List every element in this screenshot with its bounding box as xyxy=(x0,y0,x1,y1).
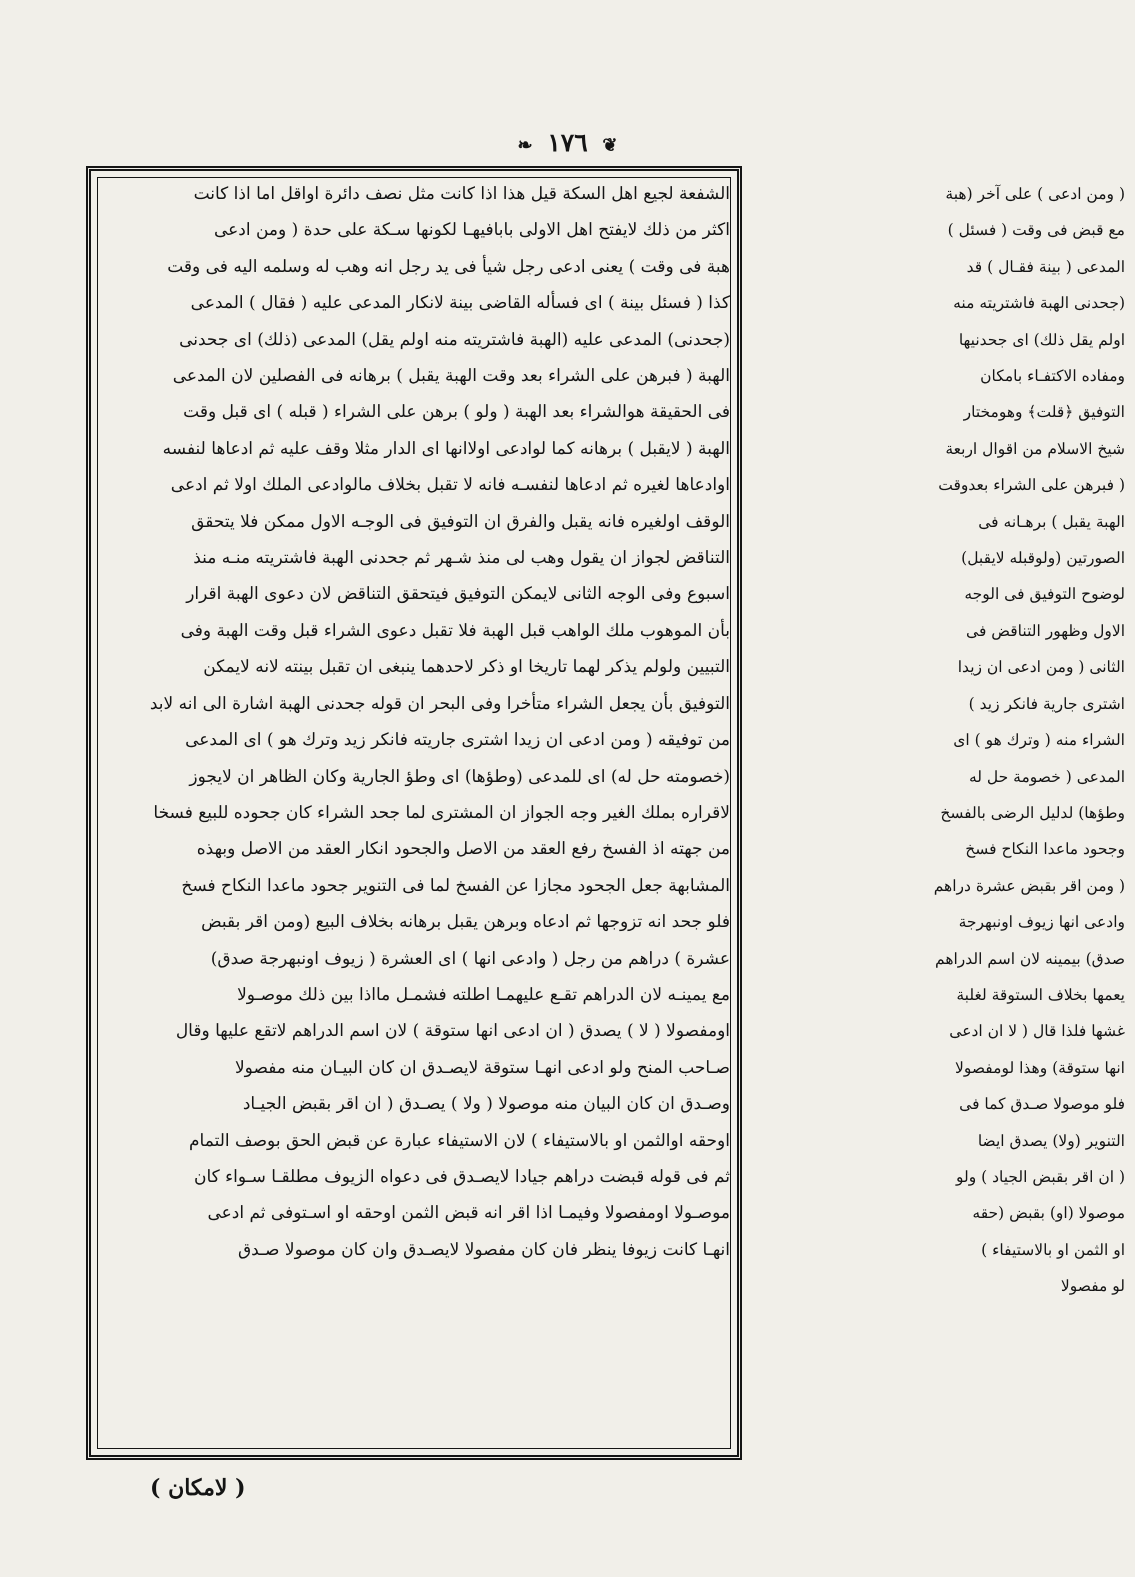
main-text-line: وصـدق ان كان البيان منه موصولا ( ولا ) يصـدق ( ان اقر بقبض الجيـاد xyxy=(242,1094,730,1115)
main-text-line: الهبة ( لايقبل ) برهانه كما لوادعى اولاانها اى الدار مثلا وقف عليه ثم ادعاها لنفسه xyxy=(162,438,730,459)
main-text-line: صـاحب المنح ولو ادعى انهـا ستوقة لايصـدق ان كان البيـان منه مفصولا xyxy=(234,1057,730,1078)
main-text-line: موصـولا اومفصولا وفيمـا اذا اقر انه قبض الثمن اوحقه او اسـتوفى ثم ادعى xyxy=(207,1203,730,1224)
main-text-line: عشرة ) دراهم من رجل ( وادعى انها ) اى العشرة ( زيوف اونبهرجة صدق) xyxy=(210,948,730,969)
margin-text-line: وادعى انها زيوف اونبهرجة xyxy=(958,913,1125,932)
page-number-header xyxy=(0,128,1135,157)
main-text-line: التبيين ولولم يذكر لهما تاريخا او ذكر لاحدهما ينبغى ان تقبل بينته لانه لايمكن xyxy=(203,657,730,678)
main-text-line: ثم فى قوله قبضت دراهم جيادا لايصـدق فى دعواه الزيوف مطلقـا سـواء كان xyxy=(194,1166,730,1187)
margin-text-line: اشترى جارية فانكر زيد ) xyxy=(968,694,1125,713)
main-text-line: اومفصولا ( لا ) يصدق ( ان ادعى انها ستوقة ) لان اسم الدراهم لاتقع عليها وقال xyxy=(175,1021,730,1042)
page-number: ١٧٦ xyxy=(547,128,588,157)
main-text-line: (خصومته حل له) اى للمدعى (وطؤها) اى وطؤ الجارية وكان الظاهر ان لايجوز xyxy=(189,766,730,787)
main-text-line: الهبة ( فبرهن على الشراء بعد وقت الهبة يقبل ) برهانه فى الفصلين لان المدعى xyxy=(172,366,730,387)
margin-text-line: الشراء منه ( وترك هو ) اى xyxy=(953,731,1125,750)
margin-text-line: او الثمن او بالاستيفاء ) xyxy=(981,1240,1125,1259)
main-text-line: بأن الموهوب ملك الواهب قبل الهبة فلا تقبل دعوى الشراء قبل وقت الهبة وفى xyxy=(180,620,730,641)
main-text-line: من توفيقه ( ومن ادعى ان زيدا اشترى جاريته فانكر زيد وترك هو ) اى المدعى xyxy=(185,730,730,751)
margin-text-line: لوضوح التوفيق فى الوجه xyxy=(964,585,1125,604)
main-text-line: (جحدنى) المدعى عليه (الهبة فاشتريته منه اولم يقل) المدعى (ذلك) اى جحدنى xyxy=(179,329,730,350)
main-text-line: فلو جحد انه تزوجها ثم ادعاه وبرهن يقبل برهانه بخلاف البيع (ومن اقر بقبض xyxy=(201,912,730,933)
main-text-line: التناقض لجواز ان يقول وهب لى منذ شـهر ثم جحدنى الهبة فاشتريته منـه منذ xyxy=(193,548,730,569)
main-text-block xyxy=(100,176,730,1450)
margin-text-line: الصورتين (ولوقبله لايقبل) xyxy=(961,549,1125,568)
margin-text-line: غشها فلذا قال ( لا ان ادعى xyxy=(949,1022,1125,1041)
margin-text-line: (جحدنى الهبة فاشتريته منه xyxy=(953,294,1125,313)
margin-text-line: موصولا (او) بقبض (حقه xyxy=(972,1204,1125,1223)
main-text-line: اسبوع وفى الوجه الثانى لايمكن التوفيق فيتحقق التناقض لان دعوى الهبة اقرار xyxy=(186,584,730,605)
main-text-line: كذا ( فسئل بينة ) اى فسأله القاضى بينة لانكار المدعى عليه ( فقال ) المدعى xyxy=(190,293,730,314)
main-text-line: هبة فى وقت ) يعنى ادعى رجل شيأ فى يد رجل انه وهب له وسلمه اليه فى وقت xyxy=(167,256,730,277)
margin-text-line: انها ستوقة) وهذا لومفصولا xyxy=(955,1058,1125,1077)
margin-text-line: صدق) بيمينه لان اسم الدراهم xyxy=(935,949,1125,968)
margin-text-line: ( ان اقر بقبض الجياد ) ولو xyxy=(956,1167,1125,1186)
main-text-line: اكثر من ذلك لايفتح اهل الاولى بابافيهـا لكونها سـكة على حدة ( ومن ادعى xyxy=(213,220,730,241)
margin-text-line: اولم يقل ذلك) اى جحدنيها xyxy=(958,330,1125,349)
main-text-line: اوحقه اوالثمن او بالاستيفاء ) لان الاستيفاء عبارة عن قبض الحق بوصف التمام xyxy=(189,1130,730,1151)
catchword: ( لامكان ) xyxy=(150,1475,246,1501)
margin-commentary xyxy=(760,176,1125,1305)
margin-text-line: الاول وظهور التناقض فى xyxy=(966,621,1125,640)
margin-text-line: ومفاده الاكتفـاء بامكان xyxy=(980,367,1125,386)
margin-text-line: الثانى ( ومن ادعى ان زيدا xyxy=(957,658,1125,677)
margin-text-line: ( فبرهن على الشراء بعدوقت xyxy=(938,476,1125,495)
main-text-line: مع يمينـه لان الدراهم تقـع عليهمـا اطلته فشمـل مااذا بين ذلك موصـولا xyxy=(237,984,730,1005)
margin-text-line: المدعى ( بينة فقـال ) قد xyxy=(966,257,1125,276)
margin-text-line: شيخ الاسلام من اقوال اربعة xyxy=(945,439,1125,458)
margin-text-line: وطؤها) لدليل الرضى بالفسخ xyxy=(940,803,1125,822)
main-text-line: لاقراره بملك الغير وجه الجواز ان المشترى لما جحد الشراء كان جحوده للبيع فسخا xyxy=(153,802,730,823)
main-text-line: المشابهة جعل الجحود مجازا عن الفسخ لما فى التنوير جحود ماعدا النكاح فسخ xyxy=(181,875,730,896)
margin-text-line: مع قبض فى وقت ( فسئل ) xyxy=(947,221,1125,240)
margin-text-line: الهبة يقبل ) برهـانه فى xyxy=(978,512,1125,531)
margin-text-line: ( ومن ادعى ) على آخر (هبة xyxy=(945,185,1125,203)
right-ornament-icon: ❧ xyxy=(517,135,533,156)
margin-text-line: لو مفصولا xyxy=(1060,1277,1125,1296)
margin-text-line: التنوير (ولا) يصدق ايضا xyxy=(977,1131,1125,1150)
left-ornament-icon: ❦ xyxy=(602,135,618,156)
main-text-line: اوادعاها لغيره ثم ادعاها لنفسـه فانه لا تقبل بخلاف مالوادعى الملك اولا ثم ادعى xyxy=(170,475,730,496)
margin-text-line: فلو موصولا صـدق كما فى xyxy=(959,1095,1125,1114)
main-text-line: الوقف اولغيره فانه يقبل والفرق ان التوفيق فى الوجـه الاول ممكن فلا يتحقق xyxy=(191,511,730,532)
margin-text-line: وجحود ماعدا النكاح فسخ xyxy=(965,840,1125,859)
main-text-line: التوفيق بأن يجعل الشراء متأخرا وفى البحر ان قوله جحدنى الهبة اشارة الى انه لابد xyxy=(149,693,730,714)
main-text-line: الشفعة لجيع اهل السكة قيل هذا اذا كانت مثل نصف دائرة اواقل اما اذا كانت xyxy=(193,184,730,204)
main-text-line: فى الحقيقة هوالشراء بعد الهبة ( ولو ) برهن على الشراء ( قبله ) اى قبل وقت xyxy=(183,402,730,423)
margin-text-line: يعمها بخلاف الستوقة لغلبة xyxy=(956,985,1125,1004)
margin-text-line: المدعى ( خصومة حل له xyxy=(968,767,1125,786)
margin-text-line: ( ومن اقر بقبض عشرة دراهم xyxy=(933,876,1125,895)
margin-text-line: التوفيق ﴿قلت﴾ وهومختار xyxy=(963,403,1125,422)
main-text-line: انهـا كانت زيوفا ينظر فان كان مفصولا لايصـدق وان كان موصولا صـدق xyxy=(237,1239,730,1260)
main-text-line: من جهته اذ الفسخ رفع العقد من الاصل والجحود انكار العقد من الاصل وبهذه xyxy=(196,839,730,860)
